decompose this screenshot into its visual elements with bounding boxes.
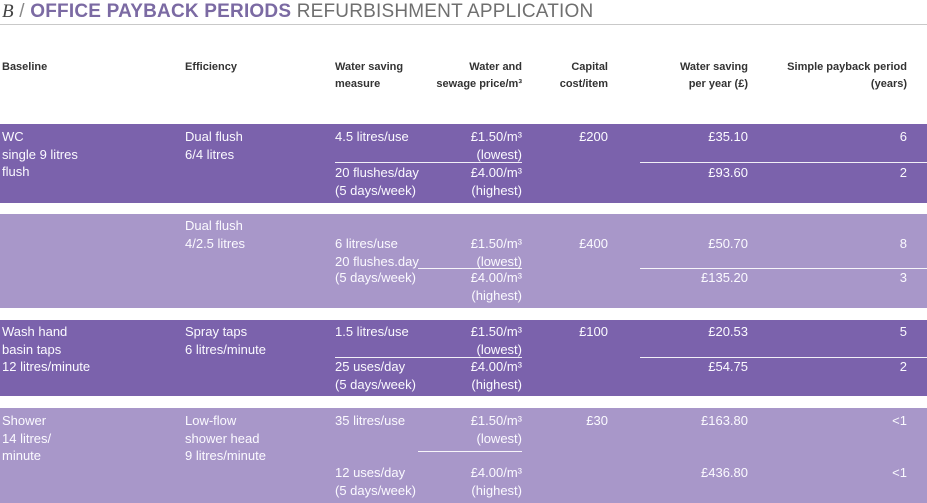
- dualflush-efficiency: Dual flush 4/2.5 litres: [185, 218, 245, 251]
- wc-row2-payback: 2: [899, 165, 907, 180]
- header-payback: Simple payback period (years): [787, 61, 907, 90]
- shower-row1-measure: 35 litres/use: [335, 413, 406, 428]
- taps-row2-saving: £54.75: [708, 359, 748, 374]
- taps-row2-price: £4.00/m³ (highest): [470, 359, 522, 392]
- taps-row2-measure: 25 uses/day (5 days/week): [335, 359, 416, 392]
- shower-row-divider: [418, 451, 522, 452]
- taps-baseline: Wash hand basin taps 12 litres/minute: [2, 324, 91, 374]
- wc-row2-saving: £93.60: [708, 165, 748, 180]
- dualflush-row1-measure: 6 litres/use 20 flushes.day: [335, 236, 419, 269]
- shower-capital: £30: [586, 413, 608, 428]
- shower-efficiency: Low-flow shower head 9 litres/minute: [185, 413, 266, 463]
- header-capital: Capital cost/item: [559, 61, 608, 90]
- taps-row2-payback: 2: [899, 359, 907, 374]
- header-efficiency: Efficiency: [185, 61, 237, 73]
- shower-row1-price: £1.50/m³ (lowest): [470, 413, 522, 446]
- shower-row2-payback: <1: [892, 465, 907, 480]
- header-baseline: Baseline: [2, 61, 48, 73]
- dualflush-row2-measure: (5 days/week): [335, 270, 416, 285]
- wc-row1-measure: 4.5 litres/use: [335, 129, 409, 144]
- page-title: [2, 0, 593, 24]
- dualflush-row2-saving: £135.20: [701, 270, 748, 285]
- dualflush-row1-price: £1.50/m³ (lowest): [470, 236, 522, 269]
- header-saving: Water saving per year (£): [679, 61, 748, 90]
- shower-baseline: Shower 14 litres/ minute: [2, 413, 52, 463]
- wc-row-divider-right: [640, 162, 927, 163]
- title-letter: B: [2, 1, 14, 22]
- title-subtitle: REFURBISHMENT APPLICATION: [296, 1, 594, 22]
- shower-row2-measure: 12 uses/day (5 days/week): [335, 465, 416, 498]
- wc-row2-price: £4.00/m³ (highest): [470, 165, 522, 198]
- taps-capital: £100: [579, 324, 608, 339]
- header-price: Water and sewage price/m³: [436, 61, 522, 90]
- taps-efficiency: Spray taps 6 litres/minute: [185, 324, 266, 357]
- wc-row1-saving: £35.10: [708, 129, 748, 144]
- shower-row1-payback: <1: [892, 413, 907, 428]
- title-separator: /: [19, 1, 25, 22]
- dualflush-row2-payback: 3: [899, 270, 907, 285]
- wc-efficiency: Dual flush 6/4 litres: [185, 129, 243, 162]
- wc-row1-payback: 6: [899, 129, 907, 144]
- dualflush-row1-payback: 8: [899, 236, 907, 251]
- shower-row1-saving: £163.80: [701, 413, 748, 428]
- shower-row2-saving: £436.80: [701, 465, 748, 480]
- title-main: OFFICE PAYBACK PERIODS: [30, 1, 292, 22]
- wc-row2-measure: 20 flushes/day (5 days/week): [335, 165, 419, 198]
- wc-baseline: WC single 9 litres flush: [2, 129, 78, 179]
- dualflush-row1-saving: £50.70: [708, 236, 748, 251]
- dualflush-capital: £400: [579, 236, 608, 251]
- shower-row2-price: £4.00/m³ (highest): [470, 465, 522, 498]
- taps-row1-saving: £20.53: [708, 324, 748, 339]
- taps-row1-payback: 5: [899, 324, 907, 339]
- taps-row1-price: £1.50/m³ (lowest): [470, 324, 522, 357]
- taps-row1-measure: 1.5 litres/use: [335, 324, 409, 339]
- wc-row-divider: [335, 162, 522, 163]
- dualflush-row2-price: £4.00/m³ (highest): [470, 270, 522, 303]
- wc-capital: £200: [579, 129, 608, 144]
- header-measure: Water saving measure: [335, 61, 404, 90]
- wc-row1-price: £1.50/m³ (lowest): [470, 129, 522, 162]
- title-rule: [0, 24, 927, 25]
